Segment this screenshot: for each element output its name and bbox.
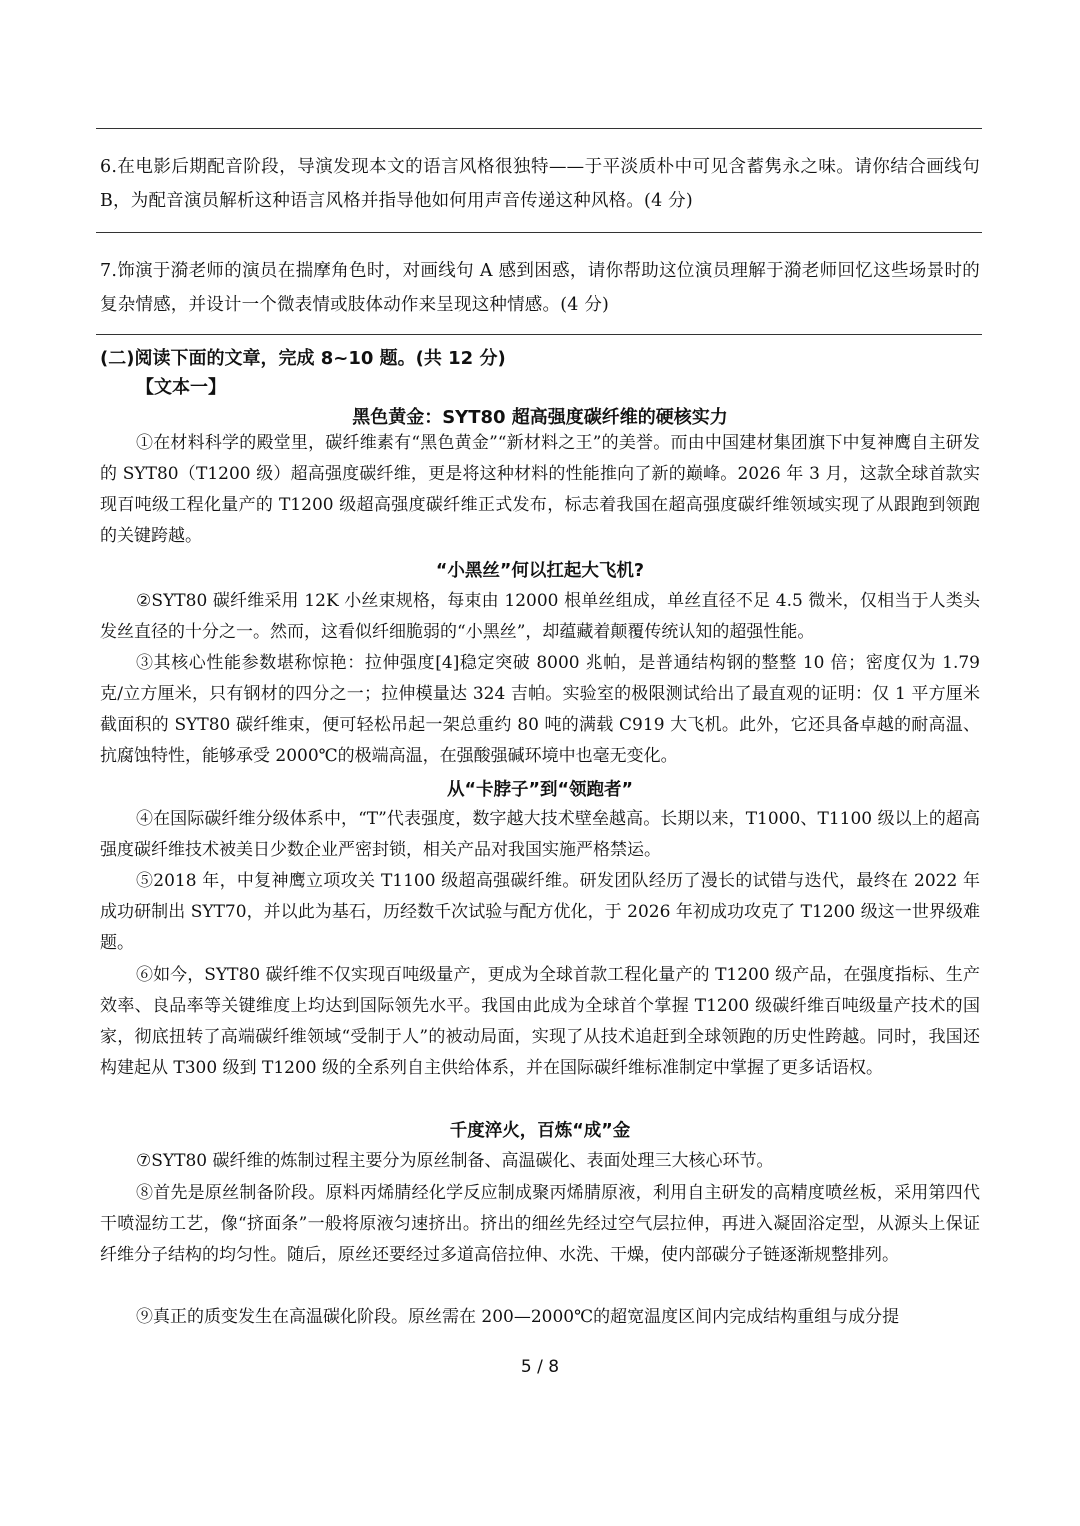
question-6: 6.在电影后期配音阶段，导演发现本文的语言风格很独特——于平淡质朴中可见含蓄隽永之味。请你结合画线句 B，为配音演员解析这种语言风格并指导他如何用声音传递这种风格。(4 分)	[100, 157, 980, 211]
paragraph-8: ⑧首先是原丝制备阶段。原料丙烯腈经化学反应制成聚丙烯腈原液，利用自主研发的高精度喷丝板，采用第四代干喷湿纺工艺，像“挤面条”一般将原液匀速挤出。挤出的细丝先经过空气层拉伸，再进入凝固浴定型，从源头上保证纤维分子结构的均匀性。随后，原丝还要经过多道高倍拉伸、水洗、干燥，使内部碳分子链逐渐规整排列。	[100, 1183, 980, 1265]
divider-top	[96, 128, 982, 129]
subheading-3: 千度淬火，百炼“成”金	[449, 1121, 631, 1141]
page-number: 5 / 8	[520, 1357, 560, 1377]
paragraph-6: ⑥如今，SYT80 碳纤维不仅实现百吨级量产，更成为全球首款工程化量产的 T1200 级产品，在强度指标、生产效率、良品率等关键维度上均达到国际领先水平。我国由此成为全球首个掌握 T1200 级碳纤维百吨级量产技术的国家，彻底扭转了高端碳纤维领域“受制于人”的被动局面，实现了从技术追赶到全球领跑的历史性跨越。同时，我国还构建起从 T300 级到 T1200 级的全系列自主供给体系，并在国际碳纤维标准制定中掌握了更多话语权。	[100, 965, 980, 1078]
paragraph-1: ①在材料科学的殿堂里，碳纤维素有“黑色黄金”“新材料之王”的美誉。而由中国建材集团旗下中复神鹰自主研发的 SYT80（T1200 级）超高强度碳纤维，更是将这种材料的性能推向了新的巅峰。2026 年 3 月，这款全球首款实现百吨级工程化量产的 T1200 级超高强度碳纤维正式发布，标志着我国在超高强度碳纤维领域实现了从跟跑到领跑的关键跨越。	[100, 433, 980, 546]
paragraph-4: ④在国际碳纤维分级体系中，“T”代表强度，数字越大技术壁垒越高。长期以来，T1000、T1100 级以上的超高强度碳纤维技术被美日少数企业严密封锁，相关产品对我国实施严格禁运。	[100, 809, 980, 860]
divider-q6	[96, 232, 982, 233]
paragraph-7: ⑦SYT80 碳纤维的炼制过程主要分为原丝制备、高温碳化、表面处理三大核心环节。	[136, 1151, 774, 1171]
paragraph-9: ⑨真正的质变发生在高温碳化阶段。原丝需在 200—2000℃的超宽温度区间内完成结构重组与成分提	[136, 1307, 900, 1327]
paragraph-3: ③其核心性能参数堪称惊艳：拉伸强度[4]稳定突破 8000 兆帕，是普通结构钢的整整 10 倍；密度仅为 1.79 克/立方厘米，只有钢材的四分之一；拉伸模量达 324 吉帕。实验室的极限测试给出了最直观的证明：仅 1 平方厘米截面积的 SYT80 碳纤维束，便可轻松吊起一架总重约 80 吨的满载 C919 大飞机。此外，它还具备卓越的耐高温、抗腐蚀特性，能够承受 2000℃的极端高温，在强酸强碱环境中也毫无变化。	[100, 653, 980, 766]
subheading-2: 从“卡脖子”到“领跑者”	[446, 780, 633, 800]
paragraph-2: ②SYT80 碳纤维采用 12K 小丝束规格，每束由 12000 根单丝组成，单丝直径不足 4.5 微米，仅相当于人类头发丝直径的十分之一。然而，这看似纤细脆弱的“小黑丝”，却蕴藏着颠覆传统认知的超强性能。	[100, 591, 980, 642]
text-label: 【文本一】	[136, 377, 226, 398]
paragraph-5: ⑤2018 年，中复神鹰立项攻关 T1100 级超高强碳纤维。研发团队经历了漫长的试错与迭代，最终在 2022 年成功研制出 SYT70，并以此为基石，历经数千次试验与配方优化，于 2026 年初成功攻克了 T1200 级这一世界级难题。	[100, 871, 980, 953]
divider-q7	[96, 334, 982, 335]
section-heading: (二)阅读下面的文章，完成 8~10 题。(共 12 分)	[100, 348, 506, 369]
question-7: 7.饰演于漪老师的演员在揣摩角色时，对画线句 A 感到困惑，请你帮助这位演员理解于漪老师回忆这些场景时的复杂情感，并设计一个微表情或肢体动作来呈现这种情感。(4 分)	[100, 261, 980, 315]
subheading-1: “小黑丝”何以扛起大飞机?	[435, 561, 645, 581]
article-title: 黑色黄金：SYT80 超高强度碳纤维的硬核实力	[352, 407, 728, 428]
